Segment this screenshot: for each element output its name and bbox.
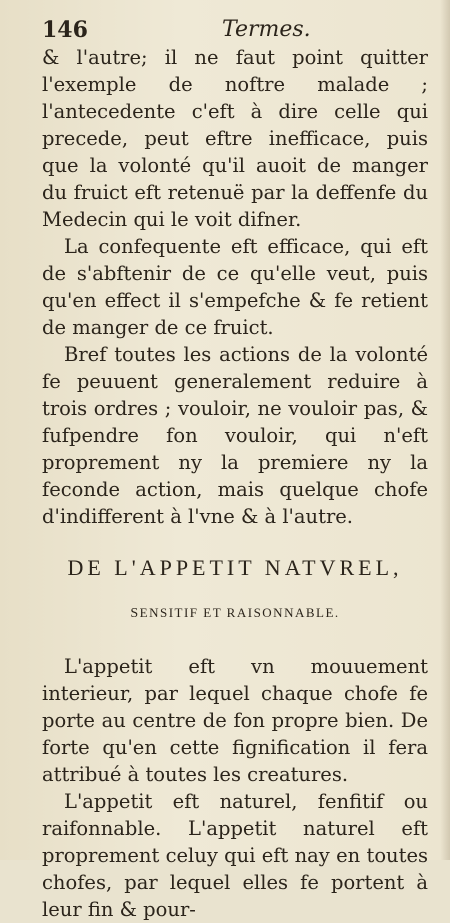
running-title: Termes. [222,17,311,42]
page-header [42,16,428,44]
body-text [42,44,428,923]
subheading-initial: S [130,606,140,621]
paragraph-appetit-definition: L'appetit eft vn mouuement interieur, par lequel chaque chofe fe porte au centre de fon propre bien. De forte qu'en cette fignification il fera attribué à toutes les creatures. [42,655,428,786]
paragraph-consequente: La confequente eft efficace, qui eft de s'abftenir de ce qu'elle veut, puis qu'en effect il s'empefche & fe retient de manger de ce fruict. [42,235,428,339]
section-heading: DE L'APPETIT NATVREL, [67,555,403,580]
page-number: 146 [42,17,88,43]
section-subheading [42,599,428,627]
subheading-smallcaps: ENSITIF ET RAISONNABLE. [139,605,340,620]
paragraph-appetit-types: L'appetit eft naturel, fenfitif ou raifonnable. L'appetit naturel eft proprement celuy qui eft nay en toutes chofes, par lequel elles fe portent à leur fin & pour- [42,790,428,921]
paragraph-bref: Bref toutes les actions de la volonté fe peuuent generalement reduire à trois ordres ; vouloir, ne vouloir pas, & fufpendre fon vouloir, qui n'eft proprement ny la premiere ny la feconde action, mais quelque chofe d'indifferent à l'vne & à l'autre. [42,343,428,528]
paragraph-continuation: & l'autre; il ne faut point quitter l'exemple de noftre malade ; l'antecedente c'eft à dire celle qui precede, peut eftre inefficace, puis que la volonté qu'il auoit de manger du fruict eft retenuë par la deffenfe du Medecin qui le voit difner. [42,46,428,231]
